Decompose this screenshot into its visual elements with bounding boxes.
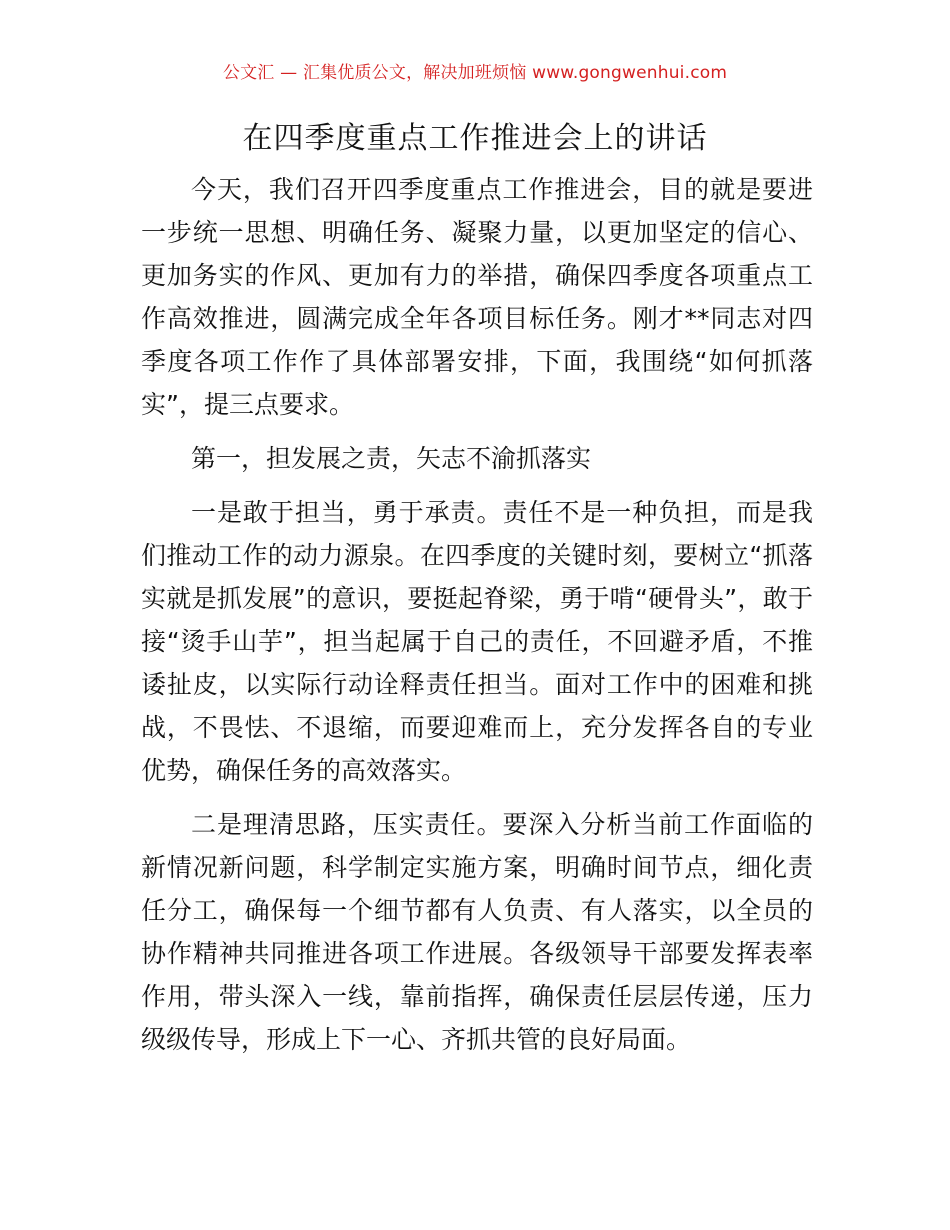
document-body [141,168,813,1072]
paragraph-point-two: 二是理清思路，压实责任。要深入分析当前工作面临的新情况新问题，科学制定实施方案，明确时间节点，细化责任分工，确保每一个细节都有人负责、有人落实，以全员的协作精神共同推进各项工作进展。各级领导干部要发挥表率作用，带头深入一线，靠前指挥，确保责任层层传递，压力级级传导，形成上下一心、齐抓共管的良好局面。 [141,810,813,1054]
section-heading-first: 第一，担发展之责，矢志不渝抓落实 [191,444,592,473]
document-title: 在四季度重点工作推进会上的讲话 [242,121,708,156]
paragraph-point-one: 一是敢于担当，勇于承责。责任不是一种负担，而是我们推动工作的动力源泉。在四季度的关键时刻，要树立“抓落实就是抓发展”的意识，要挺起脊梁，勇于啃“硬骨头”，敢于接“烫手山芋”，担当起属于自己的责任，不回避矛盾，不推诿扯皮，以实际行动诠释责任担当。面对工作中的困难和挑战，不畏怯、不退缩，而要迎难而上，充分发挥各自的专业优势，确保任务的高效落实。 [141,498,813,785]
paragraph-intro: 今天，我们召开四季度重点工作推进会，目的就是要进一步统一思想、明确任务、凝聚力量，以更加坚定的信心、更加务实的作风、更加有力的举措，确保四季度各项重点工作高效推进，圆满完成全年各项目标任务。刚才**同志对四季度各项工作作了具体部署安排，下面，我围绕“如何抓落实”，提三点要求。 [141,175,813,419]
header-banner: 公文汇 — 汇集优质公文，解决加班烦恼 www.gongwenhui.com [222,63,728,83]
